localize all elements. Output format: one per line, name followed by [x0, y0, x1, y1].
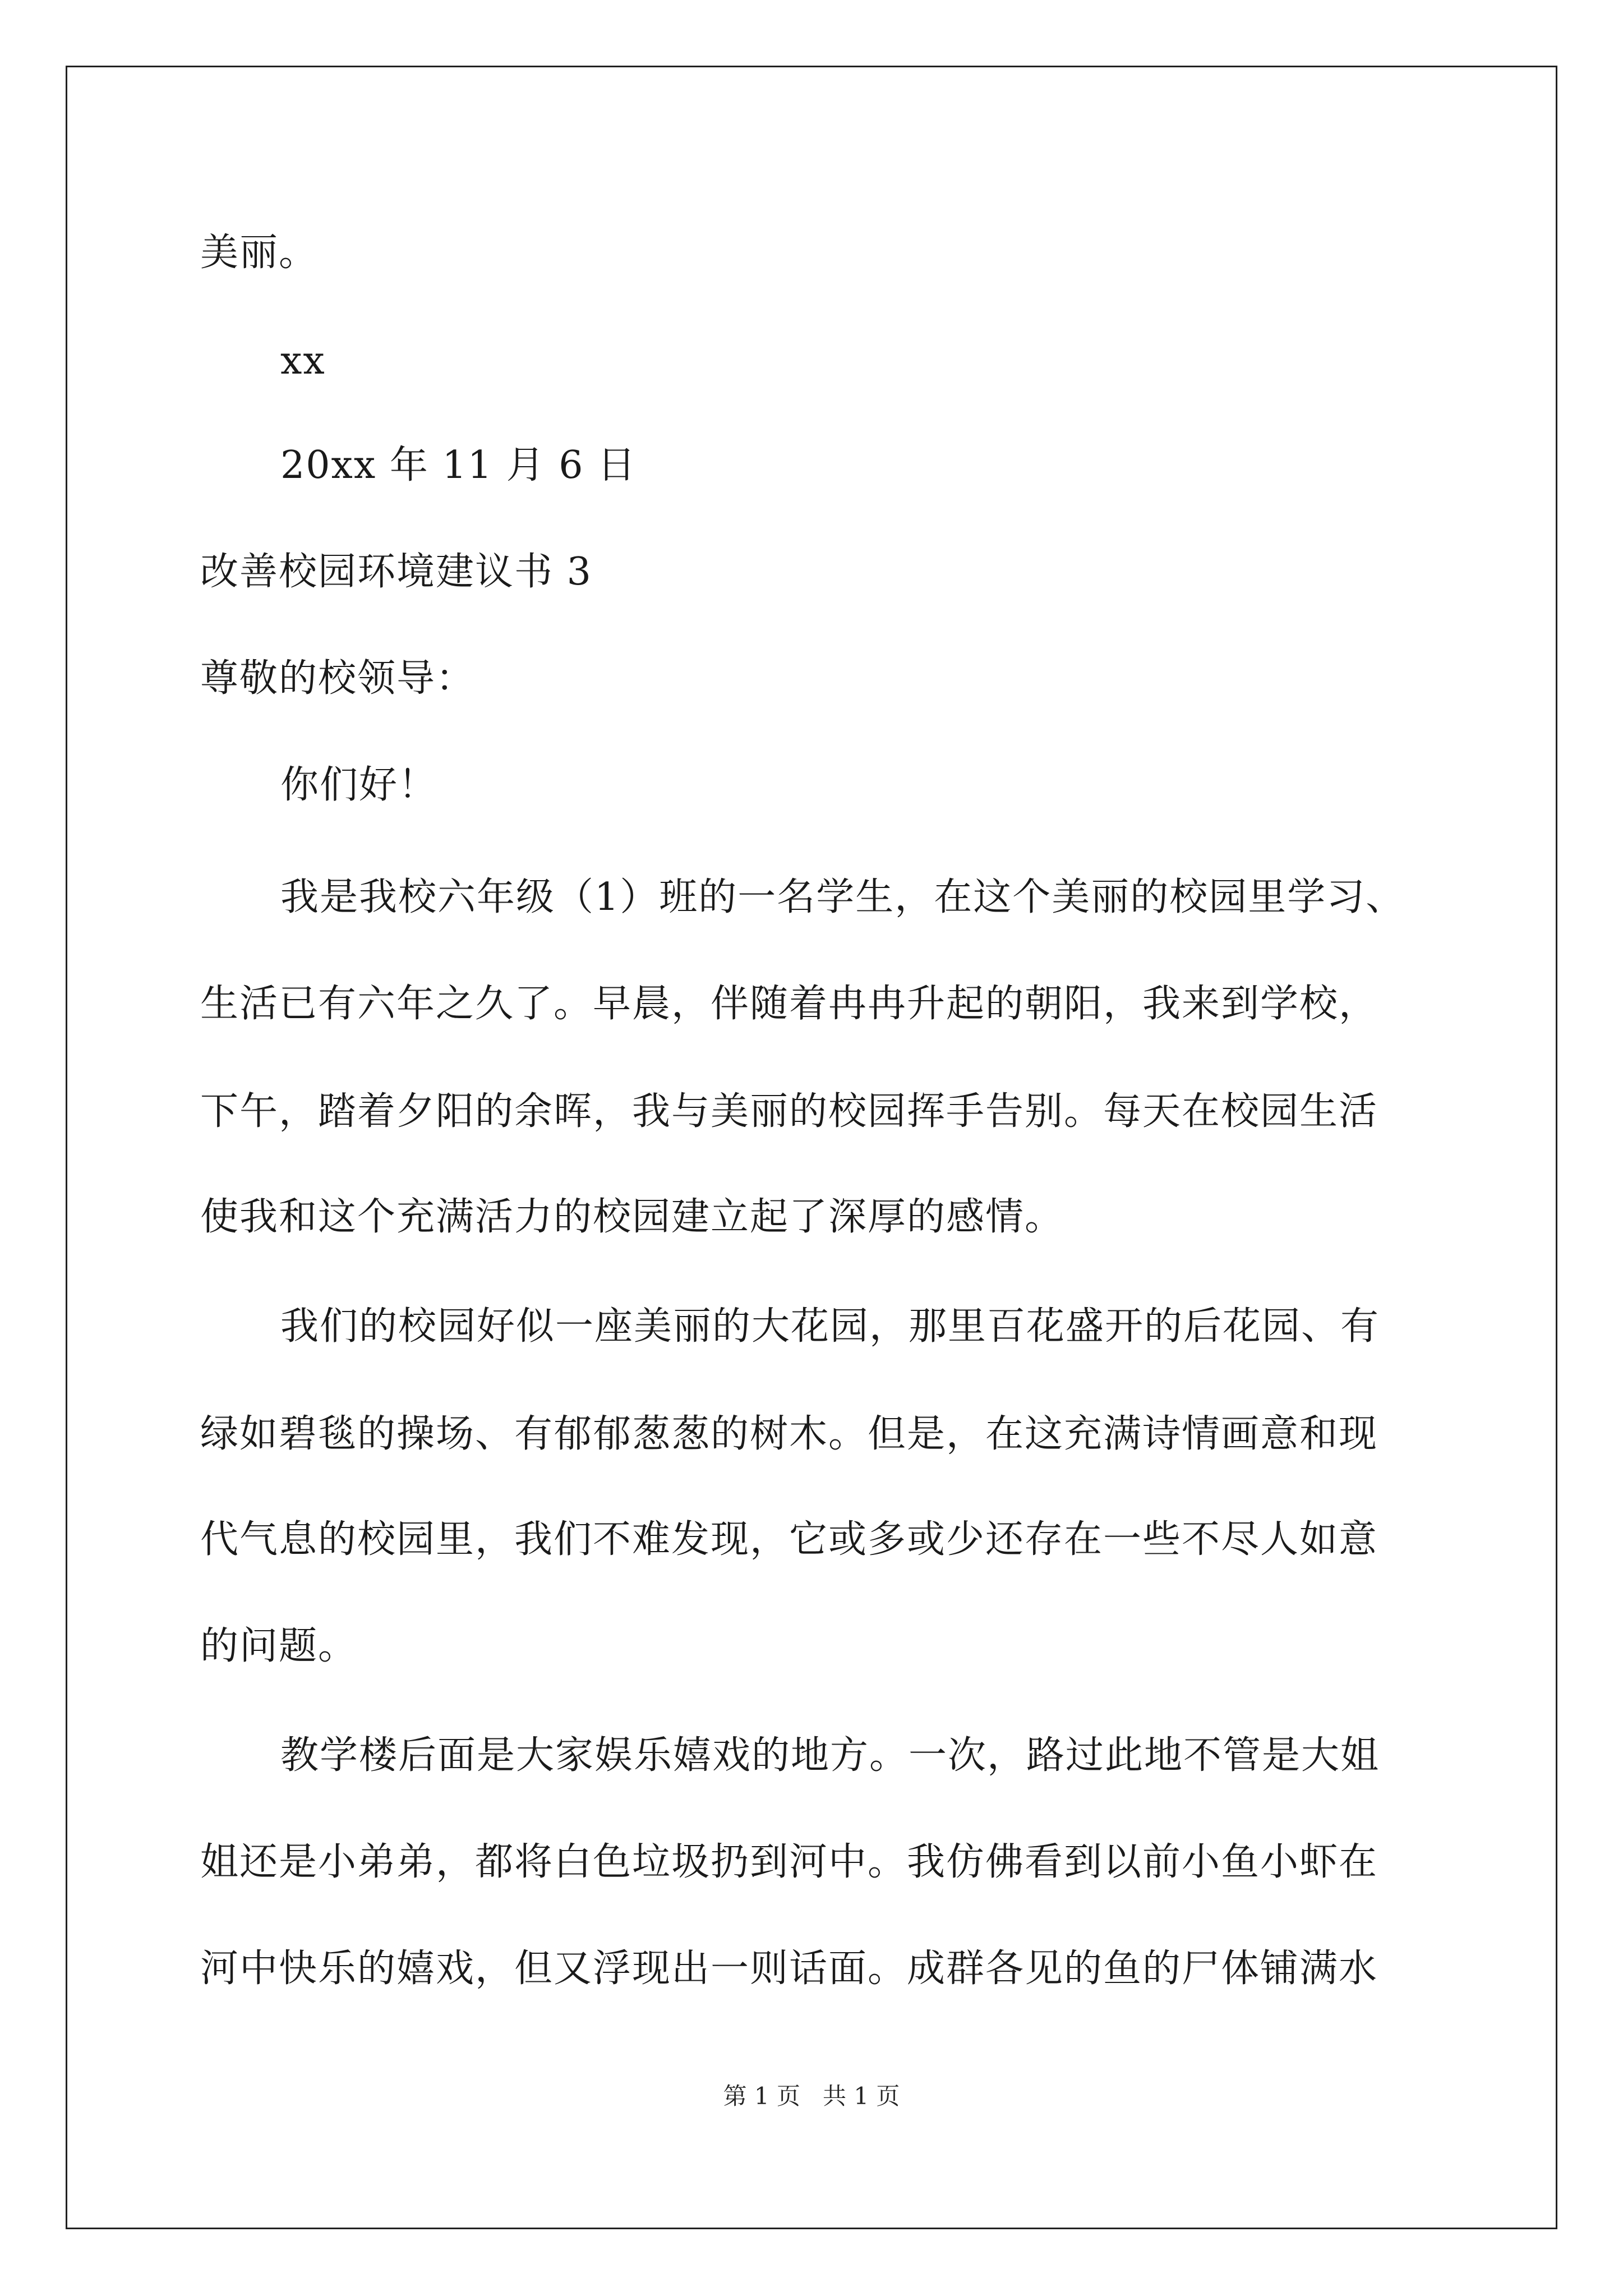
paragraph-line: 下午，踏着夕阳的余晖，我与美丽的校园挥手告别。每天在校园生活	[200, 1089, 1378, 1134]
page-border	[66, 66, 1557, 2229]
paragraph-line: 使我和这个充满活力的校园建立起了深厚的感情。	[200, 1195, 1064, 1239]
section-title: 改善校园环境建议书 3	[200, 550, 592, 594]
greeting: 你们好！	[280, 763, 438, 807]
page-total: 共 1 页	[823, 2082, 900, 2110]
paragraph-line: 生活已有六年之久了。早晨，伴随着冉冉升起的朝阳，我来到学校，	[200, 982, 1378, 1026]
signature-name: xx	[280, 339, 326, 383]
salutation: 尊敬的校领导：	[200, 656, 476, 701]
paragraph-line: 代气息的校园里，我们不难发现，它或多或少还存在一些不尽人如意	[200, 1517, 1378, 1562]
paragraph-line: 河中快乐的嬉戏，但又浮现出一则话面。成群各见的鱼的尸体铺满水	[200, 1947, 1378, 1991]
paragraph-line: 教学楼后面是大家娱乐嬉戏的地方。一次，路过此地不管是大姐	[280, 1733, 1380, 1778]
paragraph-line: 我是我校六年级（1）班的一名学生，在这个美丽的校园里学习、	[280, 875, 1405, 919]
paragraph-line: 的问题。	[200, 1624, 358, 1668]
page-footer	[0, 2082, 1623, 2110]
paragraph-line: 绿如碧毯的操场、有郁郁葱葱的树木。但是，在这充满诗情画意和现	[200, 1412, 1378, 1456]
page-number: 第 1 页	[723, 2082, 800, 2110]
paragraph-line: 姐还是小弟弟，都将白色垃圾扔到河中。我仿佛看到以前小鱼小虾在	[200, 1840, 1378, 1884]
signature-date: 20xx 年 11 月 6 日	[280, 443, 637, 487]
paragraph-line: 我们的校园好似一座美丽的大花园，那里百花盛开的后花园、有	[280, 1304, 1380, 1349]
text-line: 美丽。	[200, 231, 319, 275]
